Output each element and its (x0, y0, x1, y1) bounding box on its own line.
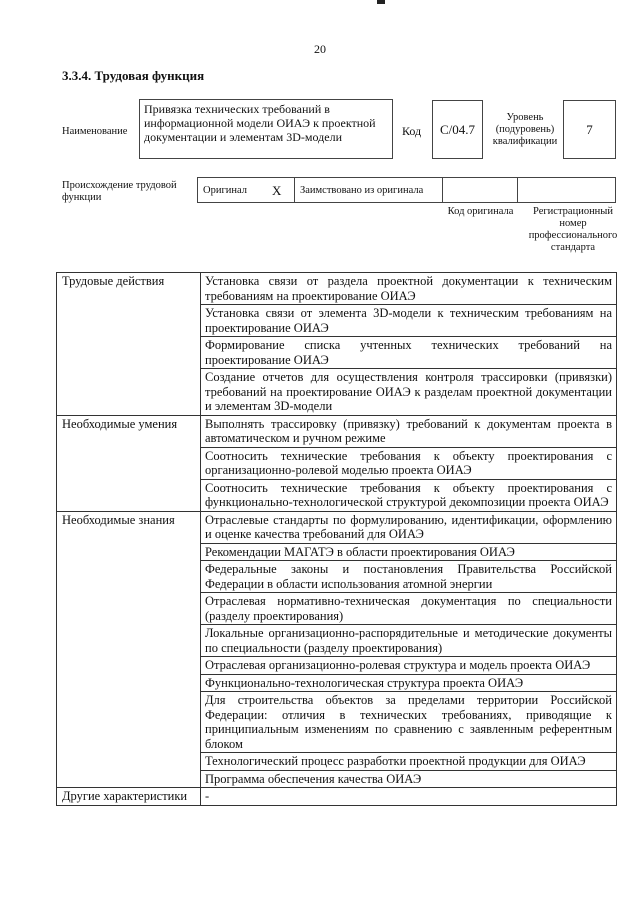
table-cell: Федеральные законы и постановления Правительства Российской Федерации в области использования атомной энергии (201, 561, 617, 593)
table-cell: Отраслевая организационно-ролевая структура и модель проекта ОИАЭ (201, 657, 617, 675)
reg-number-caption: Регистрационный номер профессионального стандарта (528, 206, 618, 253)
table-cell: Соотносить технические требования к объекту проектирования с функционально-технологической структурой декомпозиции проекта ОИАЭ (201, 479, 617, 511)
table-cell: Рекомендации МАГАТЭ в области проектирования ОИАЭ (201, 543, 617, 561)
borrowed-label: Заимствовано из оригинала (300, 185, 424, 196)
table-row (57, 511, 617, 543)
category-cell: Необходимые знания (57, 511, 201, 788)
origin-label: Происхождение трудовой функции (62, 180, 177, 203)
code-original-caption: Код оригинала (447, 206, 514, 217)
divider (294, 177, 295, 203)
level-label: Уровень (подуровень) квалификации (492, 112, 558, 147)
table-cell: Функционально-технологическая структура проекта ОИАЭ (201, 674, 617, 692)
table-row (57, 415, 617, 447)
divider (442, 177, 443, 203)
name-label: Наименование (62, 126, 128, 137)
table-cell: Установка связи от раздела проектной документации к техническим требованиям на проектирование ОИАЭ (201, 273, 617, 305)
section-heading: 3.3.4. Трудовая функция (62, 68, 205, 83)
function-table (56, 272, 617, 806)
table-cell: Выполнять трассировку (привязку) требований к документам проекта в автоматическом и ручном режиме (201, 415, 617, 447)
level-value: 7 (586, 121, 593, 137)
table-cell: Программа обеспечения качества ОИАЭ (201, 770, 617, 788)
scan-mark (377, 0, 385, 4)
table-cell: Установка связи от элемента 3D-модели к техническим требованиям на проектирование ОИАЭ (201, 305, 617, 337)
table-cell: Для строительства объектов за пределами территории Российской Федерации: отличия в технических требованиях, приводящие к принципиальным изменениям по сравнению с заявленным референтным блоком (201, 692, 617, 753)
original-mark: X (272, 183, 282, 198)
table-cell: Технологический процесс разработки проектной продукции для ОИАЭ (201, 753, 617, 771)
name-box (139, 99, 393, 159)
table-cell: Соотносить технические требования к объекту проектирования с организационно-ролевой моделью проекта ОИАЭ (201, 447, 617, 479)
code-value: C/04.7 (439, 121, 476, 137)
table-cell: Создание отчетов для осуществления контроля трассировки (привязки) требований на проектирование ОИАЭ к разделам проектной документации и элементам 3D-модели (201, 369, 617, 416)
category-cell: Необходимые умения (57, 415, 201, 511)
divider (517, 177, 518, 203)
table-cell: Формирование списка учтенных технических требований на проектирование ОИАЭ (201, 337, 617, 369)
code-box (432, 100, 483, 159)
table-row (57, 788, 617, 806)
page-number: 20 (314, 42, 326, 56)
table-cell: Отраслевые стандарты по формулированию, идентификации, оформлению и оценке качества требований для ОИАЭ (201, 511, 617, 543)
category-cell: Другие характеристики (57, 788, 201, 806)
table-row (57, 273, 617, 305)
name-value: Привязка технических требований в информационной модели ОИАЭ к проектной документации и элементам 3D-модели (144, 102, 376, 144)
code-label: Код (402, 124, 422, 138)
level-box (563, 100, 616, 159)
table-cell: Отраслевая нормативно-техническая документация по специальности (разделу проектирования) (201, 593, 617, 625)
table-cell: Локальные организационно-распорядительные и методические документы по специальности (разделу проектирования) (201, 625, 617, 657)
table-cell: - (201, 788, 617, 806)
original-label: Оригинал (203, 185, 247, 196)
category-cell: Трудовые действия (57, 273, 201, 416)
